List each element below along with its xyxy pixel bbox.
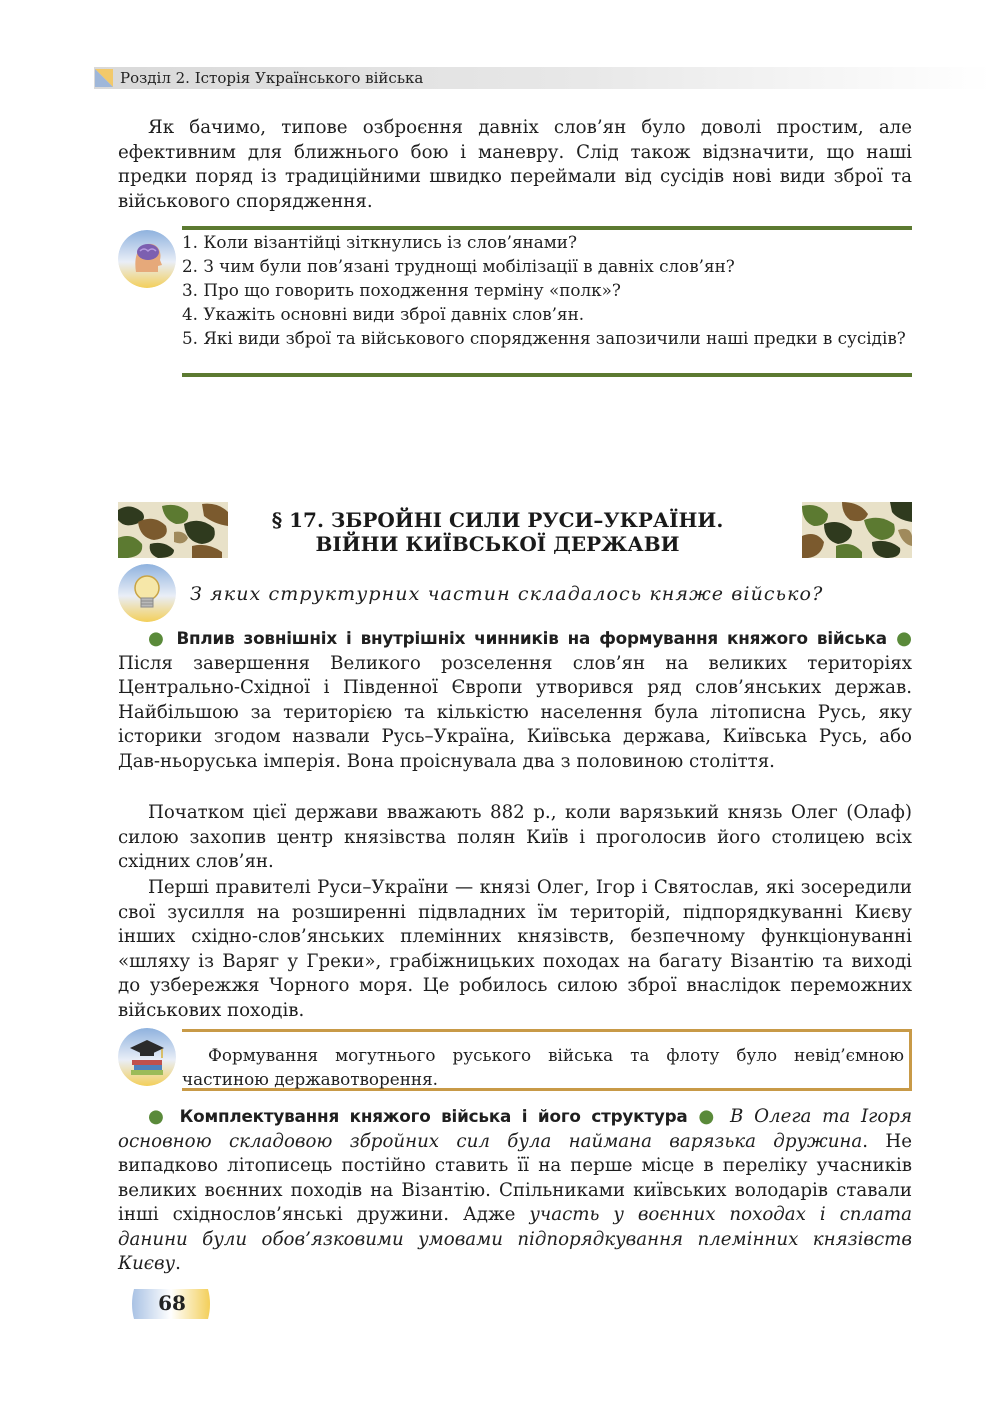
guiding-question: З яких структурних частин складалось княже військо? bbox=[190, 583, 824, 605]
intro-paragraph: Як бачимо, типове озброєння давніх слов’ян було доволі простим, але ефективним для ближнього бою і маневру. Слід також відзначити, що наші предки поряд із традиційними швидко переймали від сусідів нові види зброї та військового спорядження. bbox=[118, 117, 912, 212]
section-title bbox=[240, 508, 755, 556]
questions-bottom-rule bbox=[182, 373, 912, 377]
section-header: Розділ 2. Історія Українського війська bbox=[120, 69, 424, 87]
body-paragraph-1 bbox=[118, 626, 912, 774]
brain-head-icon bbox=[118, 230, 176, 288]
camouflage-pattern-left bbox=[118, 502, 228, 558]
question-item: 2. З чим були пов’язані труднощі мобілізації в давніх слов’ян? bbox=[182, 256, 735, 276]
subheading-2: Комплектування княжого війська і його структура bbox=[179, 1106, 688, 1126]
questions-list bbox=[182, 230, 912, 350]
body-paragraph-3: Перші правителі Руси–України — князі Олег, Ігор і Святослав, які зосередили свої зусилля на розширенні підвладних їм територій, підпорядкуванні Києву інших східно-слов’янських племінних князівств, безпечному функціонуванні «шляху із Варяг у Греки», грабіжницьких походах на багату Візантію та виході до узбережжя Чорного моря. Це робилось силою зброї внаслідок переможних військових походів. bbox=[118, 877, 912, 1021]
question-item: 1. Коли візантійці зіткнулись із слов’янами? bbox=[182, 232, 577, 252]
section-title-line1: § 17. ЗБРОЙНІ СИЛИ РУСИ–УКРАЇНИ. bbox=[271, 508, 724, 532]
paragraph-4-text: . Не випадково літописець постійно ставить її на перше місце в переліку учасників великих воєнних походів на Візантію. Спільниками київських володарів ставали інші східнослов’янські дружини. Адже bbox=[118, 1130, 912, 1225]
camouflage-pattern-right bbox=[802, 502, 912, 558]
header-corner-icon bbox=[95, 69, 113, 87]
bullet-icon: ● bbox=[148, 628, 168, 649]
note-text: Формування могутнього руського війська та флоту було невід’ємною частиною державотворення. bbox=[182, 1045, 904, 1089]
question-item: 5. Які види зброї та військового спорядження запозичили наші предки в сусідів? bbox=[182, 328, 906, 348]
body-paragraph-4 bbox=[118, 1104, 912, 1277]
lightbulb-icon bbox=[118, 564, 176, 622]
page-number: 68 bbox=[158, 1291, 186, 1315]
paragraph-4-italic-2: участь у воєнних походах і сплата данини були обов’язковими умовами підпорядкування племінних князівств Києву bbox=[118, 1204, 912, 1274]
subheading-1: Вплив зовнішніх і внутрішніх чинників на формування княжого війська bbox=[176, 628, 887, 648]
section-title-line2: ВІЙНИ КИЇВСЬКОЇ ДЕРЖАВИ bbox=[315, 532, 680, 556]
bullet-icon: ● bbox=[148, 1106, 169, 1127]
graduation-cap-books-icon bbox=[118, 1028, 176, 1086]
paragraph-4-italic-1: В Олега та Ігоря основною складовою збройних сил була наймана варязька дружина bbox=[118, 1106, 912, 1152]
question-item: 3. Про що говорить походження терміну «полк»? bbox=[182, 280, 621, 300]
bullet-icon: ● bbox=[698, 1106, 720, 1127]
paragraph-4-end: . bbox=[175, 1253, 181, 1274]
paragraph-1-text: Після завершення Великого розселення слов’ян на великих територіях Центрально-Східної і Південної Європи утворився ряд слов’янських держав. Найбільшою за територією та кількістю населення була літописна Русь, яку історики згодом назвали Русь–Україна, Київська держава, Київська Русь, або Дав-ньоруська імперія. Вона проіснувала два з половиною століття. bbox=[118, 652, 912, 772]
bullet-icon: ● bbox=[896, 628, 912, 649]
question-item: 4. Укажіть основні види зброї давніх слов’ян. bbox=[182, 304, 585, 324]
body-paragraph-2: Початком цієї держави вважають 882 р., коли варязький князь Олег (Олаф) силою захопив центр князівства полян Київ і проголосив його столицею всіх східних слов’ян. bbox=[118, 802, 912, 872]
